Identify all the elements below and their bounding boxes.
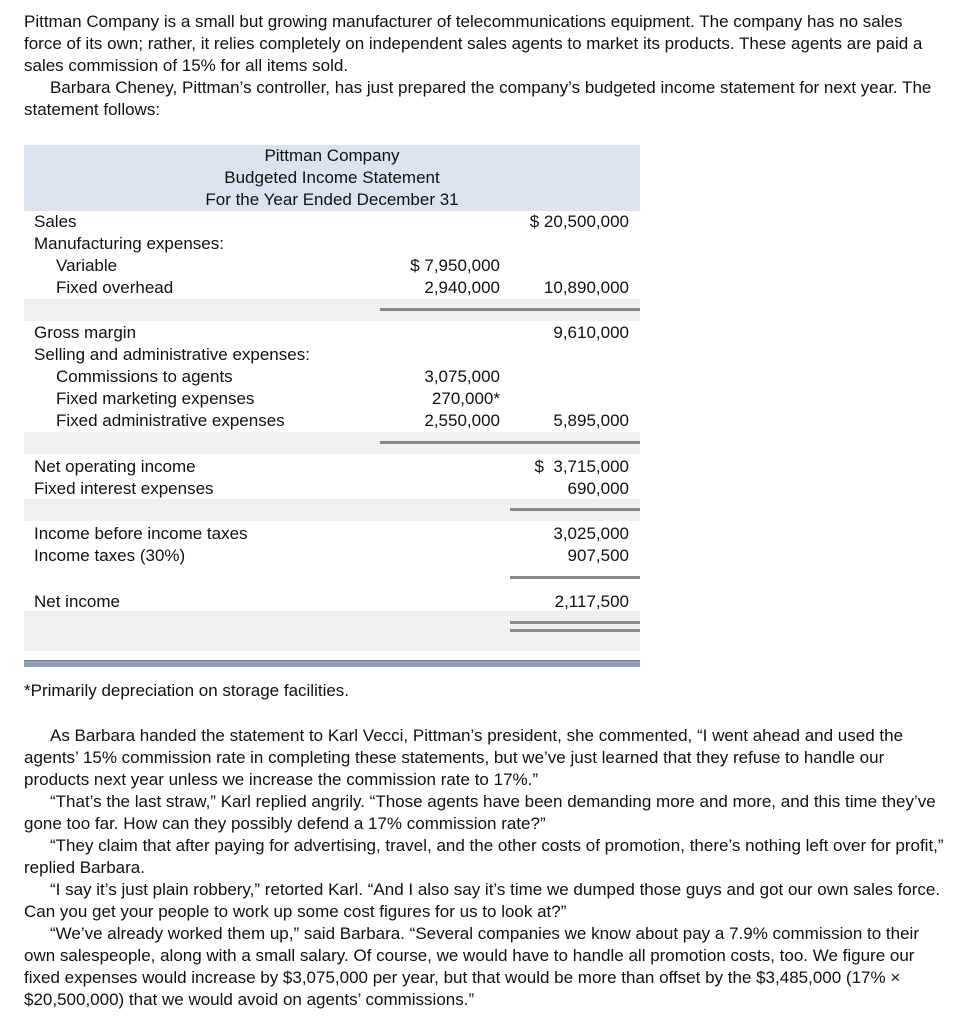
sga-total: 5,895,000 xyxy=(553,411,629,430)
fixed-admin-label: Fixed administrative expenses xyxy=(56,411,285,430)
statement-period: For the Year Ended December 31 xyxy=(205,190,459,209)
taxes-label: Income taxes (30%) xyxy=(34,546,186,565)
intro-paragraph-2: Barbara Cheney, Pittman’s controller, has just prepared the company’s budgeted income statement for next year. The statement follows: xyxy=(24,78,932,119)
story-paragraph-4: “I say it’s just plain robbery,” retorted Karl. “And I also say it’s time we dumped those guys and got our own sales force. Can you get your people to work up some cost figures for us to look at?” xyxy=(24,880,941,921)
fixed-marketing-amount: 270,000* xyxy=(431,389,500,408)
interest-total: 690,000 xyxy=(567,479,629,498)
gross-margin-label: Gross margin xyxy=(34,323,137,342)
gross-margin-total: 9,610,000 xyxy=(553,323,629,342)
statement-header xyxy=(24,145,640,211)
interest-label: Fixed interest expenses xyxy=(34,479,214,498)
intro-text xyxy=(24,11,944,121)
mfg-expenses-label: Manufacturing expenses: xyxy=(34,234,224,253)
noi-total: $ 3,715,000 xyxy=(534,457,629,476)
intro-paragraph-1: Pittman Company is a small but growing manufacturer of telecommunications equipment. The company has no sales force of its own; rather, it relies completely on independent sales agents to market its products. These agents are paid a sales commission of 15% for all items sold. xyxy=(24,12,923,75)
sales-label: Sales xyxy=(34,212,77,231)
ibt-label: Income before income taxes xyxy=(34,524,248,543)
subtotal-rule xyxy=(380,441,640,444)
footnote: *Primarily depreciation on storage facilities. xyxy=(24,681,350,700)
noi-label: Net operating income xyxy=(34,457,196,476)
statement-title: Budgeted Income Statement xyxy=(224,168,440,187)
fixed-admin-amount: 2,550,000 xyxy=(424,411,500,430)
double-rule-top xyxy=(510,621,640,624)
story-text xyxy=(24,725,944,1011)
taxes-total: 907,500 xyxy=(567,546,629,565)
double-rule-bottom xyxy=(510,629,640,632)
subtotal-rule xyxy=(510,576,640,579)
net-income-total: 2,117,500 xyxy=(554,592,629,611)
variable-label: Variable xyxy=(56,256,118,275)
fixed-marketing-label: Fixed marketing expenses xyxy=(56,389,255,408)
net-income-label: Net income xyxy=(34,592,120,611)
story-paragraph-3: “They claim that after paying for advertising, travel, and the other costs of promotion, there’s nothing left over for profit,” replied Barbara. xyxy=(24,836,944,877)
ibt-total: 3,025,000 xyxy=(553,524,629,543)
fixed-overhead-amount: 2,940,000 xyxy=(424,278,500,297)
sga-label: Selling and administrative expenses: xyxy=(34,345,310,364)
subtotal-rule xyxy=(510,508,640,511)
story-paragraph-5: “We’ve already worked them up,” said Barbara. “Several companies we know about pay a 7.9% commission to their own salespeople, along with a small salary. Of course, we would have to handle all promotion costs, too. We figure our fixed expenses would increase by $3,075,000 per year, but that would be more than offset by the $3,485,000 (17% × $20,500,000) that we would avoid on agents’ commissions.” xyxy=(24,924,919,1009)
statement-company: Pittman Company xyxy=(264,146,400,165)
story-paragraph-1: As Barbara handed the statement to Karl Vecci, Pittman’s president, she commented, “I went ahead and used the agents’ 15% commission rate in completing these statements, but we’ve just learned that they refuse to handle our products next year unless we increase the commission rate to 17%.” xyxy=(24,726,904,789)
statement-bottom-border xyxy=(24,660,640,667)
commissions-amount: 3,075,000 xyxy=(424,367,500,386)
variable-amount: $ 7,950,000 xyxy=(410,256,500,275)
mfg-expenses-total: 10,890,000 xyxy=(543,278,629,297)
fixed-overhead-label: Fixed overhead xyxy=(56,278,174,297)
sales-total: $ 20,500,000 xyxy=(529,212,629,231)
commissions-label: Commissions to agents xyxy=(56,367,233,386)
story-paragraph-2: “That’s the last straw,” Karl replied angrily. “Those agents have been demanding more and more, and this time they’ve gone too far. How can they possibly defend a 17% commission rate?” xyxy=(24,792,936,833)
budgeted-income-statement xyxy=(24,145,640,670)
subtotal-rule xyxy=(380,308,640,311)
